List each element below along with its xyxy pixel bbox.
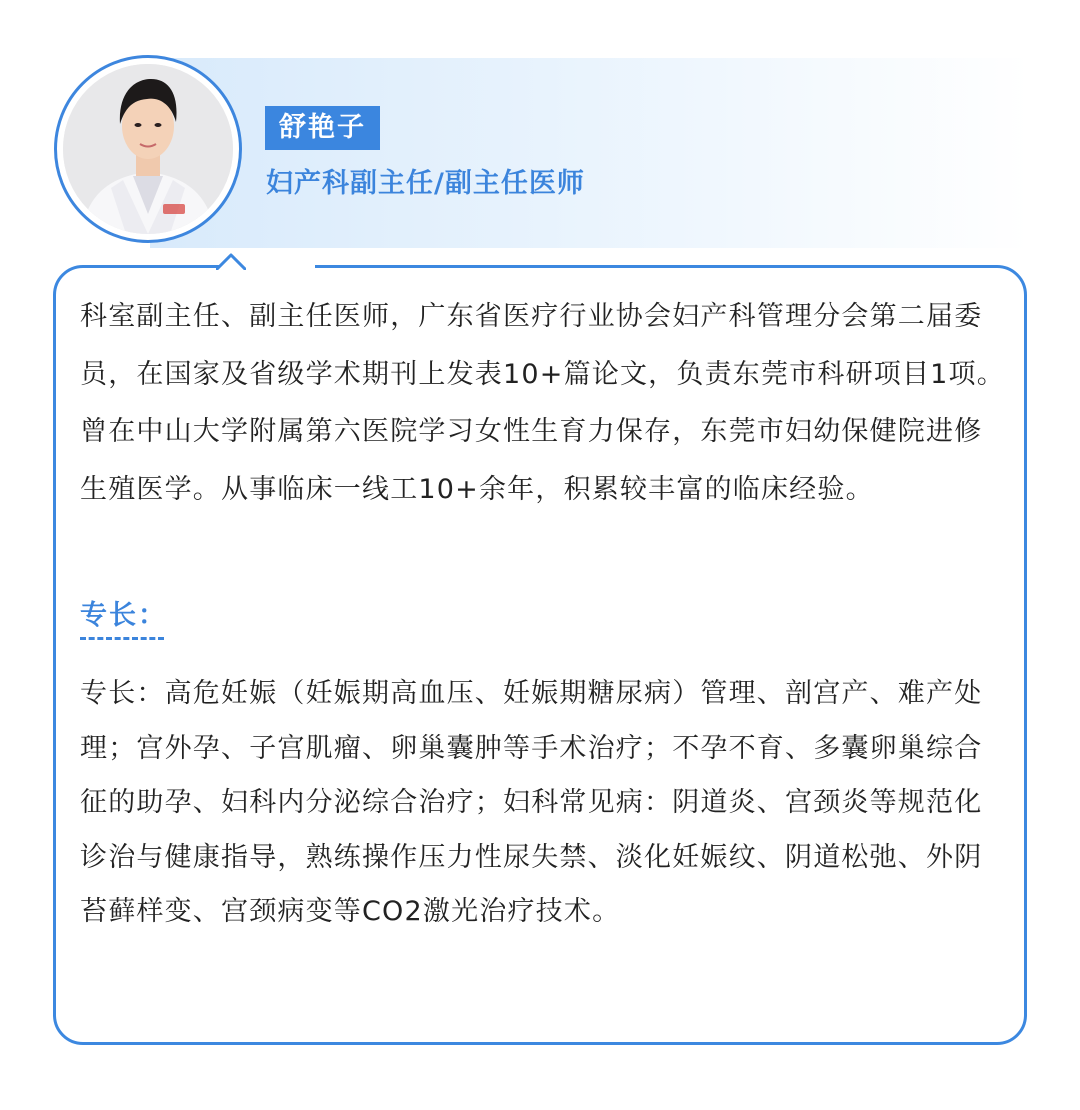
specialty-heading-underline [80, 637, 164, 640]
card-pointer-icon [216, 246, 246, 270]
header-background [150, 58, 1030, 248]
doctor-name-badge: 舒艳子 [265, 106, 380, 150]
bio-text: 科室副主任、副主任医师，广东省医疗行业协会妇产科管理分会第二届委员，在国家及省级学术期刊上发表10+篇论文，负责东莞市科研项目1项。曾在中山大学附属第六医院学习女性生育力保存，东莞市妇幼保健院进修生殖医学。从事临床一线工10+余年，积累较丰富的临床经验。 [80, 301, 1005, 505]
specialty-heading: 专长： [80, 600, 167, 631]
card-border-gap [243, 262, 315, 270]
doctor-portrait-image [63, 64, 233, 234]
doctor-title: 妇产科副主任/副主任医师 [266, 168, 585, 199]
avatar [63, 64, 233, 234]
specialty-text: 专长：高危妊娠（妊娠期高血压、妊娠期糖尿病）管理、剖宫产、难产处理；宫外孕、子宫肌瘤、卵巢囊肿等手术治疗；不孕不育、多囊卵巢综合征的助孕、妇科内分泌综合治疗；妇科常见病：阴道炎、宫颈炎等规范化诊治与健康指导，熟练操作压力性尿失禁、淡化妊娠纹、阴道松弛、外阴苔藓样变、宫颈病变等CO2激光治疗技术。 [80, 678, 983, 927]
